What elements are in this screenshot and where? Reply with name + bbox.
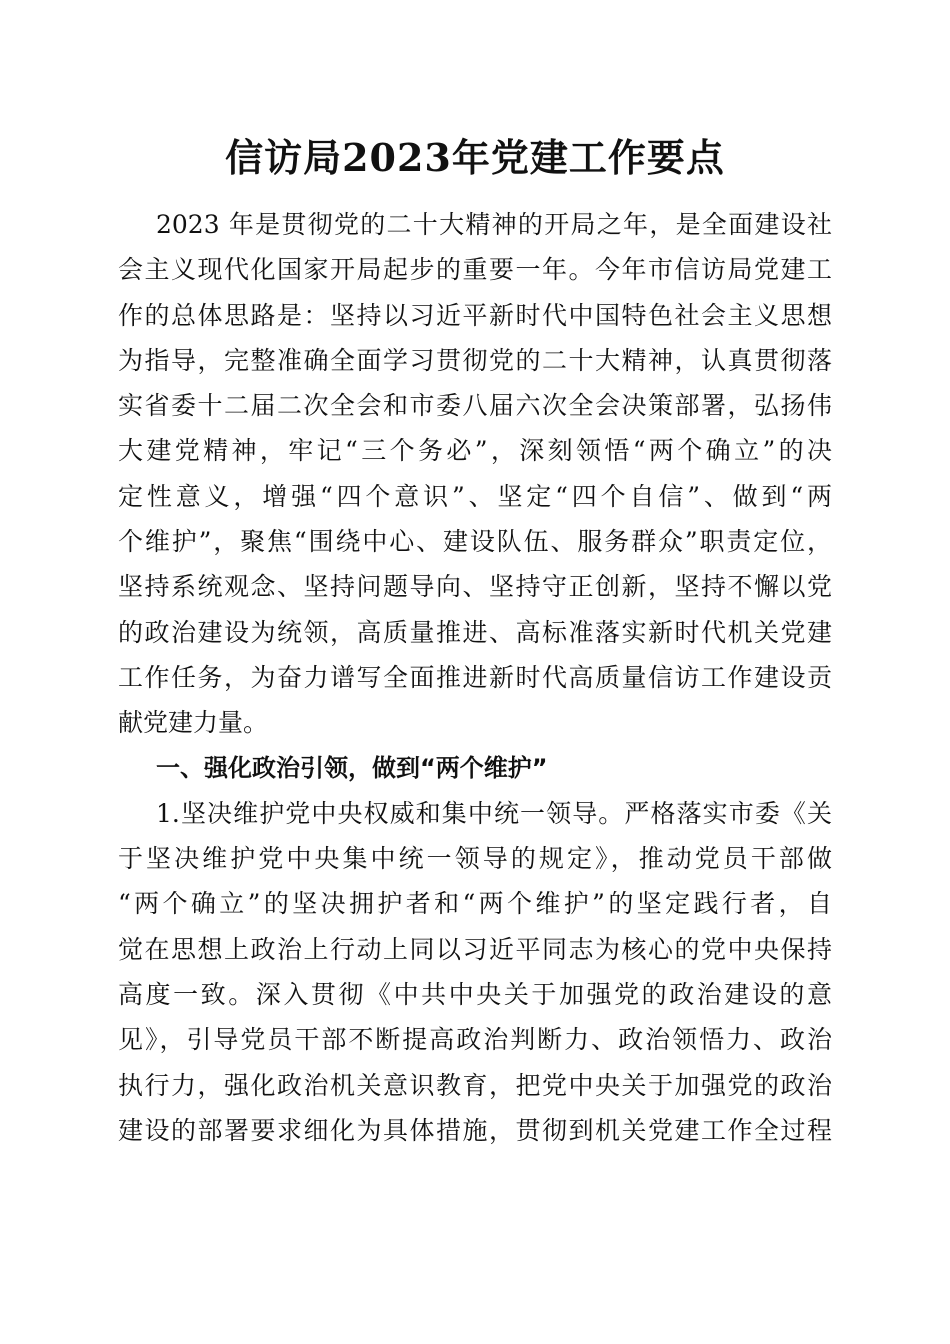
item-1-paragraph bbox=[118, 791, 832, 1153]
text-line: 2023 年是贯彻党的二十大精神的开局之年，是全面建设社 bbox=[156, 210, 832, 239]
text-line: 实省委十二届二次全会和市委八届六次全会决策部署，弘扬伟 bbox=[118, 391, 832, 421]
text-line: 大建党精神，牢记“三个务必”，深刻领悟“两个确立”的决 bbox=[118, 436, 832, 466]
text-line: 1.坚决维护党中央权威和集中统一领导。严格落实市委《关 bbox=[156, 798, 832, 828]
text-line: 献党建力量。 bbox=[118, 708, 269, 738]
document-title: 信访局2023年党建工作要点 bbox=[225, 135, 725, 180]
text-line: “两个确立”的坚决拥护者和“两个维护”的坚定践行者，自 bbox=[118, 889, 832, 919]
text-line: 高度一致。深入贯彻《中共中央关于加强党的政治建设的意 bbox=[118, 980, 832, 1010]
text-line: 的政治建设为统领，高质量推进、高标准落实新时代机关党建 bbox=[118, 617, 832, 647]
text-line: 为指导，完整准确全面学习贯彻党的二十大精神，认真贯彻落 bbox=[118, 345, 832, 375]
text-line: 个维护”，聚焦“围绕中心、建设队伍、服务群众”职责定位， bbox=[118, 527, 832, 557]
document-body bbox=[118, 202, 832, 1153]
text-line: 觉在思想上政治上行动上同以习近平同志为核心的党中央保持 bbox=[118, 934, 832, 964]
section-heading: 一、强化政治引领，做到“两个维护” bbox=[156, 753, 548, 782]
text-line: 工作任务，为奋力谱写全面推进新时代高质量信访工作建设贡 bbox=[118, 662, 832, 692]
text-line: 于坚决维护党中央集中统一领导的规定》，推动党员干部做 bbox=[118, 844, 832, 874]
text-line: 坚持系统观念、坚持问题导向、坚持守正创新，坚持不懈以党 bbox=[118, 572, 832, 602]
text-line: 执行力，强化政治机关意识教育，把党中央关于加强党的政治 bbox=[118, 1070, 832, 1100]
text-line: 会主义现代化国家开局起步的重要一年。今年市信访局党建工 bbox=[118, 255, 832, 285]
text-line: 作的总体思路是：坚持以习近平新时代中国特色社会主义思想 bbox=[118, 300, 832, 330]
text-line: 定性意义，增强“四个意识”、坚定“四个自信”、做到“两 bbox=[118, 481, 832, 511]
text-line: 见》，引导党员干部不断提高政治判断力、政治领悟力、政治 bbox=[118, 1025, 832, 1055]
intro-paragraph bbox=[118, 202, 832, 746]
text-line: 建设的部署要求细化为具体措施，贯彻到机关党建工作全过程 bbox=[118, 1115, 832, 1145]
